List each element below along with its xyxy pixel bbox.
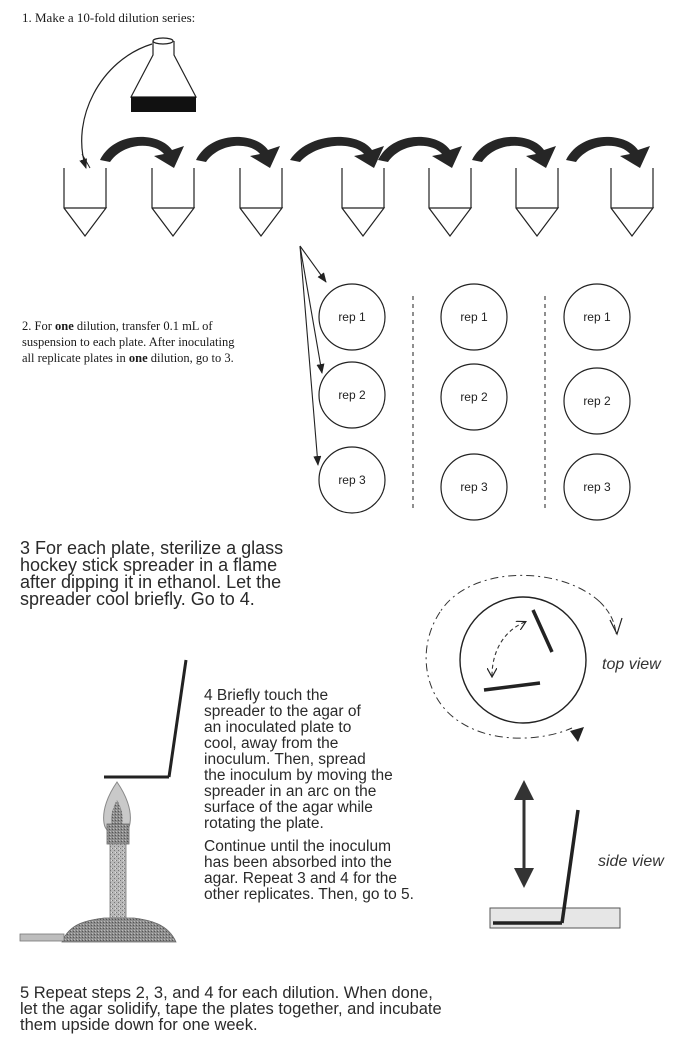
bunsen-burner-icon bbox=[20, 782, 176, 942]
step-4-line: other replicates. Then, go to 5. bbox=[204, 886, 414, 903]
dilution-tube bbox=[152, 168, 194, 236]
side-view-diagram bbox=[490, 810, 620, 928]
hockey-stick-spreader-icon bbox=[104, 660, 186, 777]
side-view-label: side view bbox=[598, 853, 664, 870]
plate bbox=[564, 284, 630, 350]
rotation-arrowhead bbox=[610, 618, 622, 634]
plate-grid bbox=[319, 284, 630, 520]
svg-text:rep 2: rep 2 bbox=[460, 390, 488, 404]
transfer-arrow bbox=[100, 137, 184, 168]
tube-to-plate-arrows bbox=[300, 246, 326, 465]
step-4-line: spreader to the agar of bbox=[204, 703, 361, 720]
step-5-line: 5 Repeat steps 2, 3, and 4 for each dilution. When done, bbox=[20, 984, 433, 1002]
top-view-diagram bbox=[426, 575, 622, 742]
step-4-line: cool, away from the bbox=[204, 735, 339, 752]
spreader-icon bbox=[484, 683, 540, 690]
step-4-line: rotating the plate. bbox=[204, 815, 324, 832]
step-1-number: 1. bbox=[22, 10, 32, 25]
dilution-tube bbox=[429, 168, 471, 236]
step-2-line-1: 2. For one dilution, transfer 0.1 mL of bbox=[22, 319, 213, 333]
step-4-line: 4 Briefly touch the bbox=[204, 687, 329, 704]
rotation-arrowhead bbox=[570, 727, 584, 742]
dilution-tube bbox=[611, 168, 653, 236]
plate bbox=[319, 362, 385, 428]
plate bbox=[319, 447, 385, 513]
svg-text:rep 3: rep 3 bbox=[460, 480, 488, 494]
step-4-line: spreader in an arc on the bbox=[204, 783, 377, 800]
svg-text:rep 1: rep 1 bbox=[583, 310, 611, 324]
plate bbox=[441, 454, 507, 520]
step-4-line: an inoculated plate to bbox=[204, 719, 352, 736]
up-down-arrow bbox=[514, 780, 534, 888]
svg-text:rep 3: rep 3 bbox=[583, 480, 611, 494]
step-3-line: after dipping it in ethanol. Let the bbox=[20, 572, 282, 592]
step-3-line: hockey stick spreader in a flame bbox=[20, 555, 278, 575]
svg-text:rep 1: rep 1 bbox=[338, 310, 366, 324]
spreader-icon bbox=[533, 610, 552, 652]
plate bbox=[441, 284, 507, 350]
transfer-arrow bbox=[378, 137, 462, 168]
svg-text:rep 3: rep 3 bbox=[338, 473, 366, 487]
step-4-line: the inoculum by moving the bbox=[204, 767, 393, 784]
dilution-tube bbox=[64, 168, 106, 236]
dilution-tube bbox=[516, 168, 558, 236]
svg-text:rep 2: rep 2 bbox=[338, 388, 366, 402]
transfer-arrow bbox=[566, 137, 650, 168]
step-4-line: inoculum. Then, spread bbox=[204, 751, 366, 768]
svg-text:rep 1: rep 1 bbox=[460, 310, 488, 324]
transfer-arrows bbox=[100, 137, 650, 168]
step-3-line: 3 For each plate, sterilize a glass bbox=[20, 538, 284, 558]
transfer-arrow bbox=[290, 137, 384, 168]
plate bbox=[319, 284, 385, 350]
step-5-line: them upside down for one week. bbox=[20, 1016, 258, 1034]
top-view-label: top view bbox=[602, 656, 661, 673]
step-4-line: Continue until the inoculum bbox=[204, 838, 391, 855]
dilution-tube bbox=[240, 168, 282, 236]
step-3-line: spreader cool briefly. Go to 4. bbox=[20, 589, 255, 609]
spreader-icon bbox=[562, 810, 578, 923]
plate bbox=[441, 364, 507, 430]
step-2-line-2: suspension to each plate. After inoculating bbox=[22, 335, 235, 349]
step-5-line: let the agar solidify, tape the plates together, and incubate bbox=[20, 1000, 442, 1018]
step-4-line: has been absorbed into the bbox=[204, 854, 392, 871]
plate bbox=[564, 368, 630, 434]
step-2-line-3: all replicate plates in one dilution, go to 3. bbox=[22, 351, 234, 365]
plate bbox=[564, 454, 630, 520]
flask-icon bbox=[131, 38, 196, 112]
transfer-arrow bbox=[196, 137, 280, 168]
step-4-line: surface of the agar while bbox=[204, 799, 373, 816]
dilution-tube bbox=[342, 168, 384, 236]
svg-text:rep 2: rep 2 bbox=[583, 394, 611, 408]
agar-plate-side bbox=[490, 908, 620, 928]
dilution-tubes bbox=[64, 168, 653, 236]
transfer-arrow bbox=[472, 137, 556, 168]
step-4-line: agar. Repeat 3 and 4 for the bbox=[204, 870, 398, 887]
step-1-label: Make a 10-fold dilution series: bbox=[35, 10, 196, 25]
